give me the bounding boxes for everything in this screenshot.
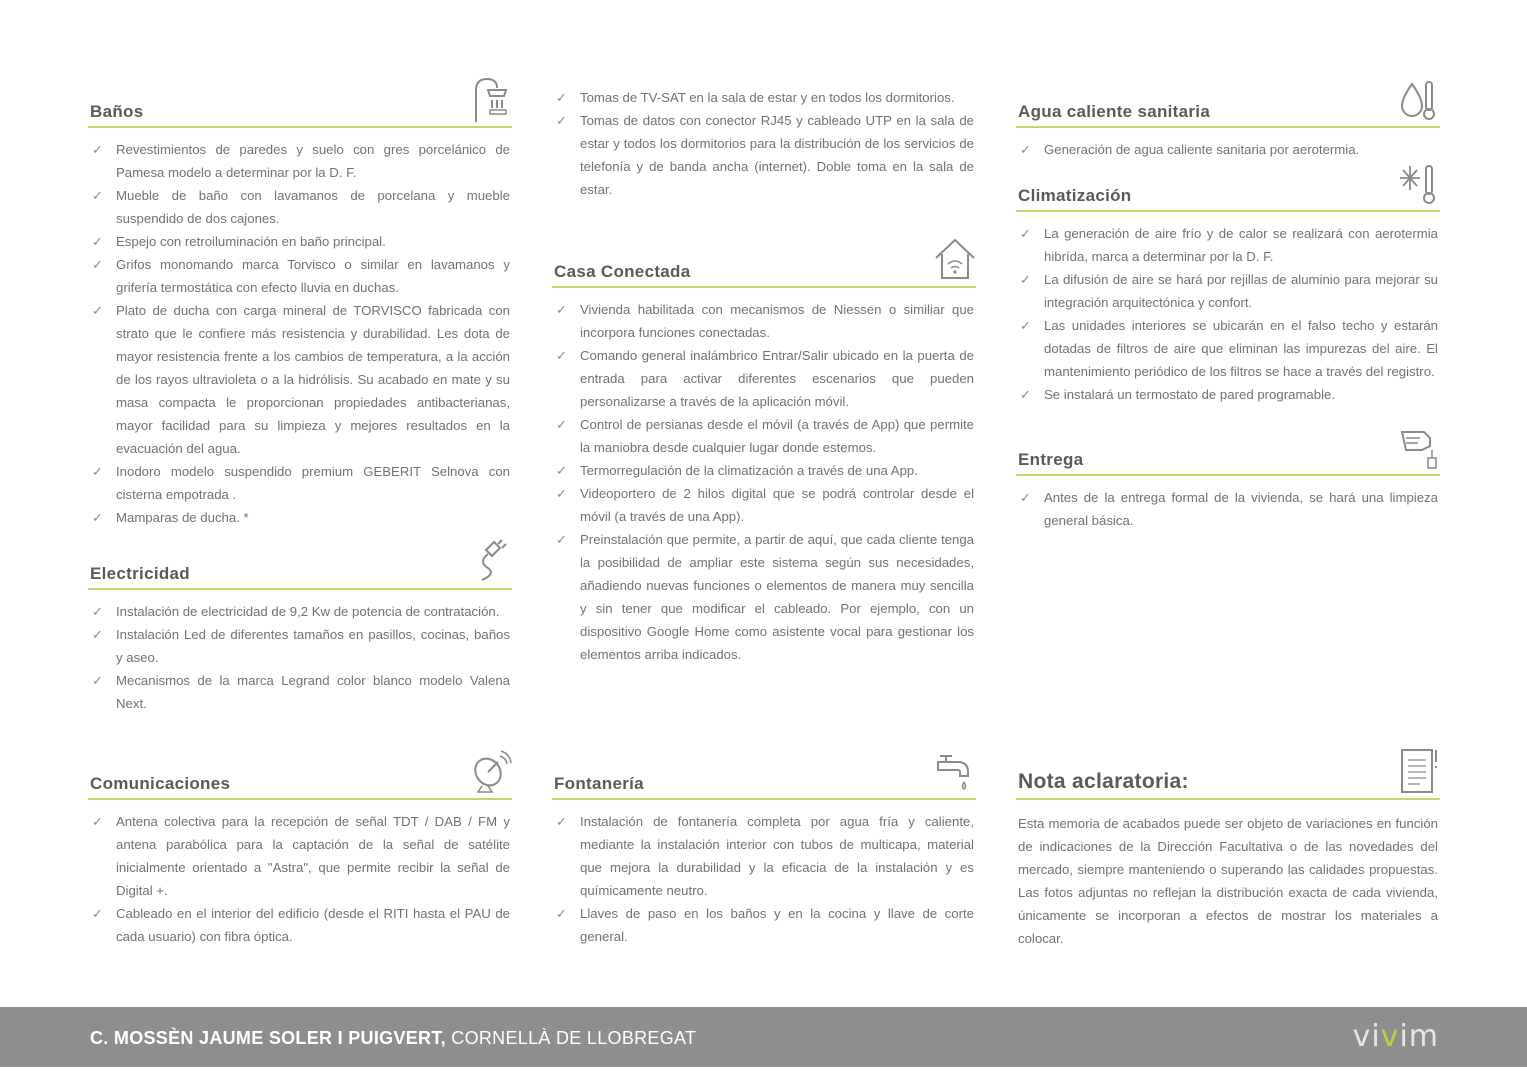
check-icon: ✓ [92, 604, 103, 619]
check-icon: ✓ [1020, 387, 1031, 402]
list-item-text: Instalación de fontanería completa por agua fría y caliente, mediante la instalación interior con tubos de multicapa, material que mejora la durabilidad y la eficacia de la instalación y es químicamente neutro. [580, 814, 974, 898]
banos-list [88, 128, 512, 529]
list-item [552, 528, 976, 666]
check-icon: ✓ [556, 90, 567, 105]
footer-address [90, 1028, 696, 1049]
section-divider [552, 798, 976, 800]
footer-city: CORNELLÀ DE LLOBREGAT [451, 1028, 697, 1048]
section-banos [88, 72, 512, 529]
check-icon: ✓ [556, 417, 567, 432]
section-nota-aclaratoria [1016, 744, 1440, 950]
section-header [88, 72, 512, 128]
list-item [88, 299, 512, 460]
section-divider [88, 588, 512, 590]
comunicaciones-list [88, 800, 512, 948]
section-agua-caliente [1016, 72, 1440, 161]
list-item [552, 298, 976, 344]
section-header [1016, 72, 1440, 128]
list-item-text: Espejo con retroiluminación en baño principal. [116, 234, 386, 249]
list-item [1016, 486, 1440, 532]
list-item-text: Control de persianas desde el móvil (a través de App) que permite la maniobra desde cualquier lugar donde estemos. [580, 417, 974, 455]
section-title: Electricidad [90, 564, 190, 583]
section-casa-conectada [552, 232, 976, 666]
check-icon: ✓ [92, 303, 103, 318]
list-item [88, 138, 512, 184]
section-divider [1016, 210, 1440, 212]
list-item [1016, 314, 1440, 383]
entrega-list [1016, 476, 1440, 532]
list-item-text: Mamparas de ducha. * [116, 510, 249, 525]
list-item-text: Tomas de TV-SAT en la sala de estar y en todos los dormitorios. [580, 90, 955, 105]
check-icon: ✓ [556, 906, 567, 921]
list-item-text: Videoportero de 2 hilos digital que se podrá controlar desde el móvil (a través de una App). [580, 486, 974, 524]
list-item-text: Mueble de baño con lavamanos de porcelana y mueble suspendido de dos cajones. [116, 188, 510, 226]
check-icon: ✓ [92, 234, 103, 249]
list-item [1016, 268, 1440, 314]
nota-text: Esta memoria de acabados puede ser objeto de variaciones en función de indicaciones de la Dirección Facultativa o de las novedades del mercado, siempre manteniendo o superando las calidades propuestas. Las fotos adjuntas no reflejan la distribución exacta de cada vivienda, únicamente se incorporan a efectos de mostrar los materiales a colocar. [1018, 816, 1438, 946]
check-icon: ✓ [92, 257, 103, 272]
list-item-text: Instalación de electricidad de 9,2 Kw de potencia de contratación. [116, 604, 500, 619]
list-item-text: Comando general inalámbrico Entrar/Salir ubicado en la puerta de entrada para activar diferentes escenarios que pueden personalizarse a través de la aplicación móvil. [580, 348, 974, 409]
plug-icon [470, 538, 512, 584]
list-item [88, 669, 512, 715]
check-icon: ✓ [92, 627, 103, 642]
section-title: Fontanería [554, 774, 644, 793]
list-item [88, 506, 512, 529]
list-item-text: Cableado en el interior del edificio (desde el RITI hasta el PAU de cada usuario) con fibra óptica. [116, 906, 510, 944]
check-icon: ✓ [92, 464, 103, 479]
electricidad-list [88, 590, 512, 715]
section-divider [88, 798, 512, 800]
list-item [88, 230, 512, 253]
list-item-text: Vivienda habilitada con mecanismos de Niessen o similiar que incorpora funciones conectadas. [580, 302, 974, 340]
section-header [88, 744, 512, 800]
check-icon: ✓ [1020, 142, 1031, 157]
list-item-text: Se instalará un termostato de pared programable. [1044, 387, 1336, 402]
section-header [1016, 744, 1440, 800]
list-item [552, 109, 976, 201]
check-icon: ✓ [1020, 490, 1031, 505]
section-title: Comunicaciones [90, 774, 231, 793]
list-item-text: Instalación Led de diferentes tamaños en pasillos, cocinas, baños y aseo. [116, 627, 510, 665]
document-icon [1398, 748, 1440, 794]
section-comunicaciones-continued [552, 86, 976, 201]
section-fontaneria [552, 744, 976, 948]
footer-bar [0, 1007, 1527, 1067]
list-item [88, 253, 512, 299]
shower-icon [470, 76, 512, 122]
section-title: Casa Conectada [554, 262, 691, 281]
section-header [552, 744, 976, 800]
faucet-icon [934, 748, 976, 794]
section-title: Nota aclaratoria: [1018, 770, 1189, 793]
list-item-text: Inodoro modelo suspendido premium GEBERIT Selnova con cisterna empotrada . [116, 464, 510, 502]
list-item [552, 459, 976, 482]
list-item [1016, 222, 1440, 268]
check-icon: ✓ [1020, 272, 1031, 287]
list-item-text: Antena colectiva para la recepción de señal TDT / DAB / FM y antena parabólica para la captación de la señal de satélite inicialmente orientado a "Astra", que permite recibir la señal de Digital +. [116, 814, 510, 898]
logo-part: vi [1352, 1019, 1381, 1054]
list-item [88, 623, 512, 669]
check-icon: ✓ [92, 510, 103, 525]
list-item-text: Revestimientos de paredes y suelo con gres porcelánico de Pamesa modelo a determinar por la D. F. [116, 142, 510, 180]
section-title: Entrega [1018, 450, 1084, 469]
section-climatizacion [1016, 156, 1440, 406]
section-header [552, 232, 976, 288]
smart-home-icon [934, 236, 976, 282]
list-item-text: La generación de aire frío y de calor se realizará con aerotermia hibrída, marca a determinar por la D. F. [1044, 226, 1438, 264]
check-icon: ✓ [556, 463, 567, 478]
section-comunicaciones [88, 744, 512, 948]
logo-accent: v [1380, 1019, 1400, 1054]
section-header [88, 534, 512, 590]
check-icon: ✓ [556, 486, 567, 501]
section-title: Climatización [1018, 186, 1132, 205]
check-icon: ✓ [556, 113, 567, 128]
section-electricidad [88, 534, 512, 715]
check-icon: ✓ [1020, 318, 1031, 333]
list-item [88, 460, 512, 506]
check-icon: ✓ [92, 906, 103, 921]
list-item [552, 344, 976, 413]
section-divider [1016, 474, 1440, 476]
section-title: Baños [90, 102, 144, 121]
list-item [88, 184, 512, 230]
list-item [552, 902, 976, 948]
cleaning-spray-icon [1398, 424, 1440, 470]
list-item-text: Las unidades interiores se ubicarán en el falso techo y estarán dotadas de filtros de aire que eliminan las impurezas del aire. El mantenimiento periódico de los filtros se hace a través del registro. [1044, 318, 1438, 379]
list-item [1016, 383, 1440, 406]
section-entrega [1016, 420, 1440, 532]
section-title: Agua caliente sanitaria [1018, 102, 1211, 121]
list-item [552, 810, 976, 902]
check-icon: ✓ [92, 142, 103, 157]
section-divider [88, 126, 512, 128]
list-item [88, 600, 512, 623]
list-item [552, 86, 976, 109]
fontaneria-list [552, 800, 976, 948]
climatizacion-list [1016, 212, 1440, 406]
check-icon: ✓ [92, 188, 103, 203]
section-divider [552, 286, 976, 288]
check-icon: ✓ [556, 814, 567, 829]
list-item-text: Termorregulación de la climatización a través de una App. [580, 463, 918, 478]
section-header [1016, 156, 1440, 212]
list-item-text: Preinstalación que permite, a partir de aquí, que cada cliente tenga la posibilidad de ampliar este sistema según sus necesidades, añadiendo nuevas funciones o elementos de manera muy sencilla y sin tener que modificar el cableado. Por ejemplo, con un dispositivo Google Home como asistente vocal para gestionar los elementos arriba indicados. [580, 532, 974, 662]
section-header [1016, 420, 1440, 476]
list-item [88, 902, 512, 948]
list-item-text: Generación de agua caliente sanitaria por aerotermia. [1044, 142, 1360, 157]
continuation-list [552, 86, 976, 201]
list-item-text: Plato de ducha con carga mineral de TORVISCO fabricada con strato que le confiere más resistencia y durabilidad. Les dota de mayor resistencia frente a los cambios de temperatura, a la acción de los rayos ultravioleta o a la hidrólisis. Su acabado en mate y su masa compacta le proporcionan propiedades antibacterianas, mayor facilidad para su limpieza y mejores resultados en la evacuación del agua. [116, 303, 510, 456]
check-icon: ✓ [92, 673, 103, 688]
casa-conectada-list [552, 288, 976, 666]
check-icon: ✓ [1020, 226, 1031, 241]
list-item [88, 810, 512, 902]
list-item [552, 413, 976, 459]
water-temperature-icon [1398, 76, 1440, 122]
vivim-logo [1353, 1019, 1439, 1054]
check-icon: ✓ [556, 302, 567, 317]
list-item-text: Antes de la entrega formal de la vivienda, se hará una limpieza general básica. [1044, 490, 1438, 528]
check-icon: ✓ [92, 814, 103, 829]
list-item-text: Grifos monomando marca Torvisco o similar en lavamanos y grifería termostática con efecto lluvia en duchas. [116, 257, 510, 295]
section-divider [1016, 126, 1440, 128]
snowflake-thermometer-icon [1398, 160, 1440, 206]
list-item-text: La difusión de aire se hará por rejillas de aluminio para mejorar su integración arquitectónica y confort. [1044, 272, 1438, 310]
logo-part: im [1399, 1019, 1439, 1054]
list-item-text: Mecanismos de la marca Legrand color blanco modelo Valena Next. [116, 673, 510, 711]
list-item [552, 482, 976, 528]
check-icon: ✓ [556, 532, 567, 547]
section-divider [1016, 798, 1440, 800]
satellite-dish-icon [470, 748, 512, 794]
check-icon: ✓ [556, 348, 567, 363]
list-item-text: Llaves de paso en los baños y en la cocina y llave de corte general. [580, 906, 974, 944]
footer-street: C. MOSSÈN JAUME SOLER I PUIGVERT, [90, 1028, 446, 1048]
list-item-text: Tomas de datos con conector RJ45 y cableado UTP en la sala de estar y todos los dormitorios para la distribución de los servicios de telefonía y de banda ancha (internet). Doble toma en la sala de estar. [580, 113, 974, 197]
